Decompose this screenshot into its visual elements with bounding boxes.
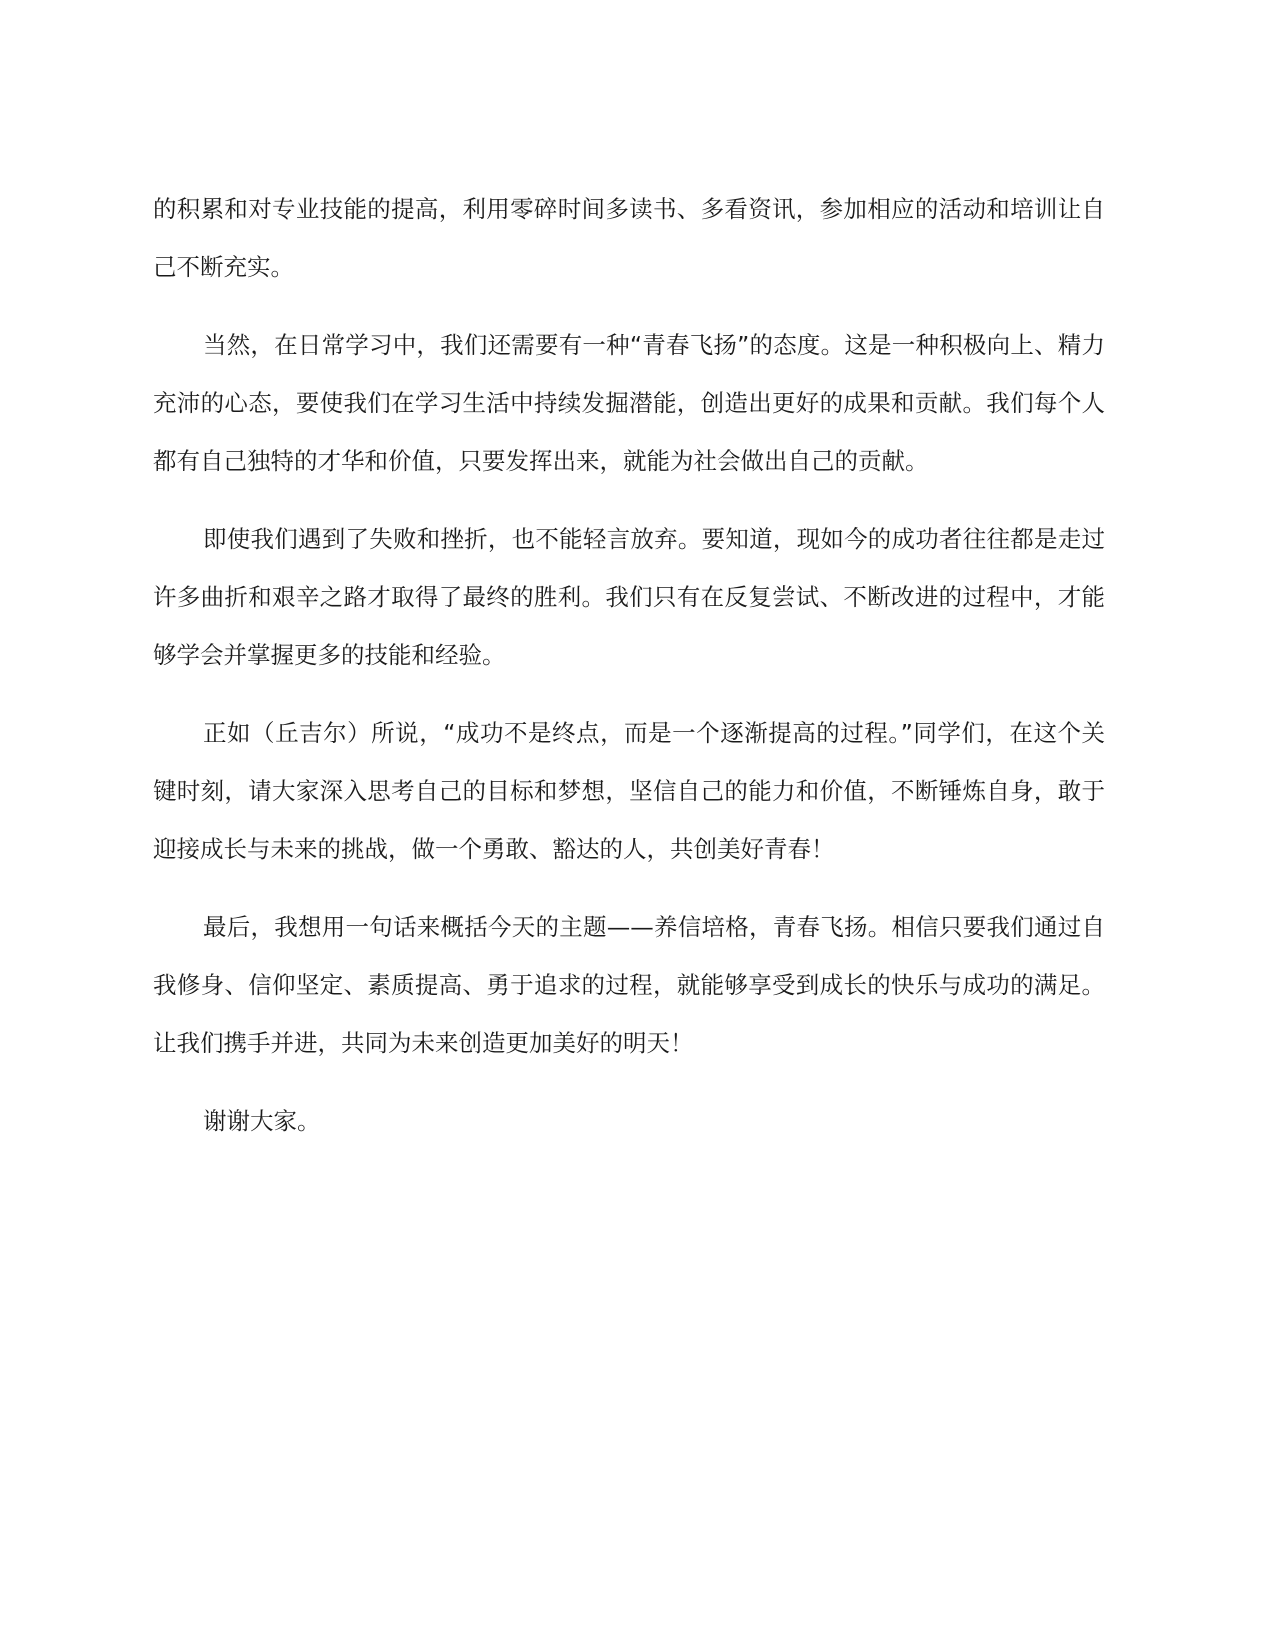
paragraph-attitude: 当然，在日常学习中，我们还需要有一种“青春飞扬”的态度。这是一种积极向上、精力充沛的心态，要使我们在学习生活中持续发掘潜能，创造出更好的成果和贡献。我们每个人都有自己独特的才华和价值，只要发挥出来，就能为社会做出自己的贡献。 <box>153 331 1105 475</box>
paragraph-conclusion: 最后，我想用一句话来概括今天的主题——养信培格，青春飞扬。相信只要我们通过自我修身、信仰坚定、素质提高、勇于追求的过程，就能够享受到成长的快乐与成功的满足。让我们携手并进，共同为未来创造更加美好的明天！ <box>153 913 1105 1057</box>
paragraph-continuation: 的积累和对专业技能的提高，利用零碎时间多读书、多看资讯，参加相应的活动和培训让自己不断充实。 <box>153 195 1105 281</box>
paragraph-perseverance: 即使我们遇到了失败和挫折，也不能轻言放弃。要知道，现如今的成功者往往都是走过许多曲折和艰辛之路才取得了最终的胜利。我们只有在反复尝试、不断改进的过程中，才能够学会并掌握更多的技能和经验。 <box>153 525 1105 669</box>
document-body <box>153 180 1105 1170</box>
paragraph-quote: 正如（丘吉尔）所说，“成功不是终点，而是一个逐渐提高的过程。”同学们，在这个关键时刻，请大家深入思考自己的目标和梦想，坚信自己的能力和价值，不断锤炼自身，敢于迎接成长与未来的挑战，做一个勇敢、豁达的人，共创美好青春！ <box>153 719 1105 863</box>
paragraph-thanks: 谢谢大家。 <box>203 1107 321 1135</box>
